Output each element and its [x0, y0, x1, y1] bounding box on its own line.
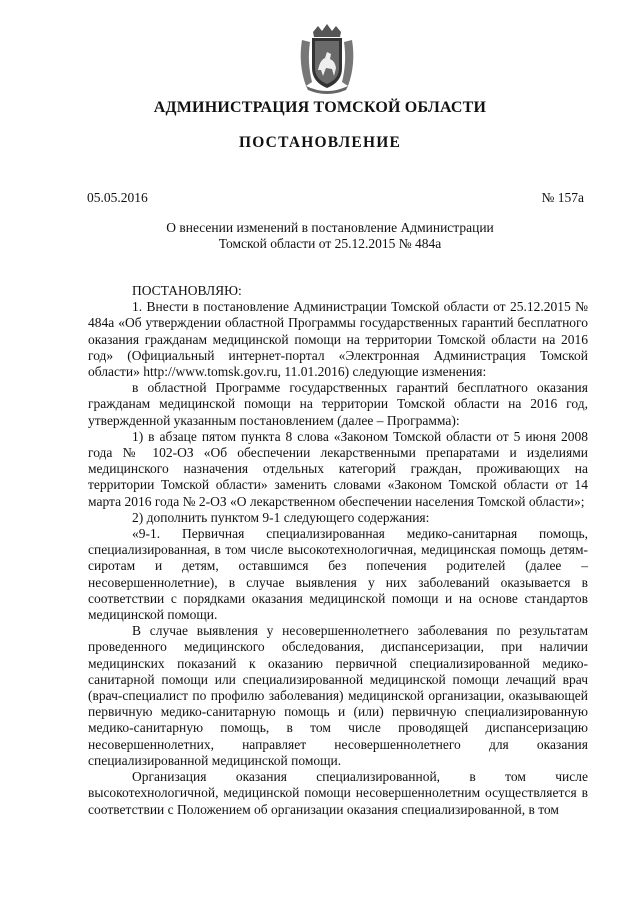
subject-line: Томской области от 25.12.2015 № 484а [218, 236, 442, 251]
coat-of-arms-icon [296, 24, 358, 94]
document-date: 05.05.2016 [87, 190, 148, 205]
paragraph: В случае выявления у несовершеннолетнего заболевания по результатам проведенного медицинского обследования, диспансеризации, при наличии медицинских показаний к оказанию первичной специализированной медико-санитарной помощи или специализированной медицинской помощи лечащий врач (врач-специалист по профилю заболевания) медицинской организации, оказывающей первичную медико-санитарную помощь и (или) первичную специализированную медико-санитарную помощь, в том числе проводящей диспансеризацию несовершеннолетних, направляет несовершеннолетнего для оказания специализированной медицинской помощи. [88, 623, 588, 768]
organization-title: АДМИНИСТРАЦИЯ ТОМСКОЙ ОБЛАСТИ [153, 99, 487, 116]
document-number: № 157а [541, 190, 584, 205]
paragraph: «9-1. Первичная специализированная медико-санитарная помощь, специализированная, в том числе высокотехнологичная, медицинская помощь детям-сиротам и детям, оставшимся без попечения родителей (далее – несовершеннолетние), в случае выявления у них заболеваний оказывается в соответствии с порядками оказания медицинской помощи и на основе стандартов медицинской помощи. [88, 526, 588, 623]
document-type: ПОСТАНОВЛЕНИЕ [238, 134, 402, 151]
paragraph: Организация оказания специализированной, в том числе высокотехнологичной, медицинской помощи несовершеннолетним осуществляется в соответствии с Положением об организации оказания специализированной, в том [88, 769, 588, 817]
paragraph: 2) дополнить пунктом 9-1 следующего содержания: [132, 509, 430, 525]
paragraph-resolution: ПОСТАНОВЛЯЮ: [132, 283, 242, 298]
paragraph: 1. Внести в постановление Администрации Томской области от 25.12.2015 № 484а «Об утверждении областной Программы государственных гарантий бесплатного оказания гражданам медицинской помощи на территории Томской области на 2016 год» (Официальный интернет-портал «Электронная Администрация Томской области» http://www.tomsk.gov.ru, 11.01.2016) следующие изменения: [88, 299, 588, 380]
subject-line: О внесении изменений в постановление Администрации [166, 220, 494, 235]
document-subject [150, 220, 510, 252]
paragraph: в областной Программе государственных гарантий бесплатного оказания гражданам медицинской помощи на территории Томской области на 2016 год, утвержденной указанным постановлением (далее – Программа): [88, 380, 588, 428]
document-body [88, 283, 588, 818]
paragraph: 1) в абзаце пятом пункта 8 слова «Законом Томской области от 5 июня 2008 года № 102-ОЗ «Об обеспечении лекарственными препаратами и изделиями медицинского назначения отдельных категорий граждан, проживающих на территории Томской области» заменить словами «Законом Томской области от 14 марта 2016 года № 2-ОЗ «О лекарственном обеспечении населения Томской области»; [88, 428, 588, 509]
